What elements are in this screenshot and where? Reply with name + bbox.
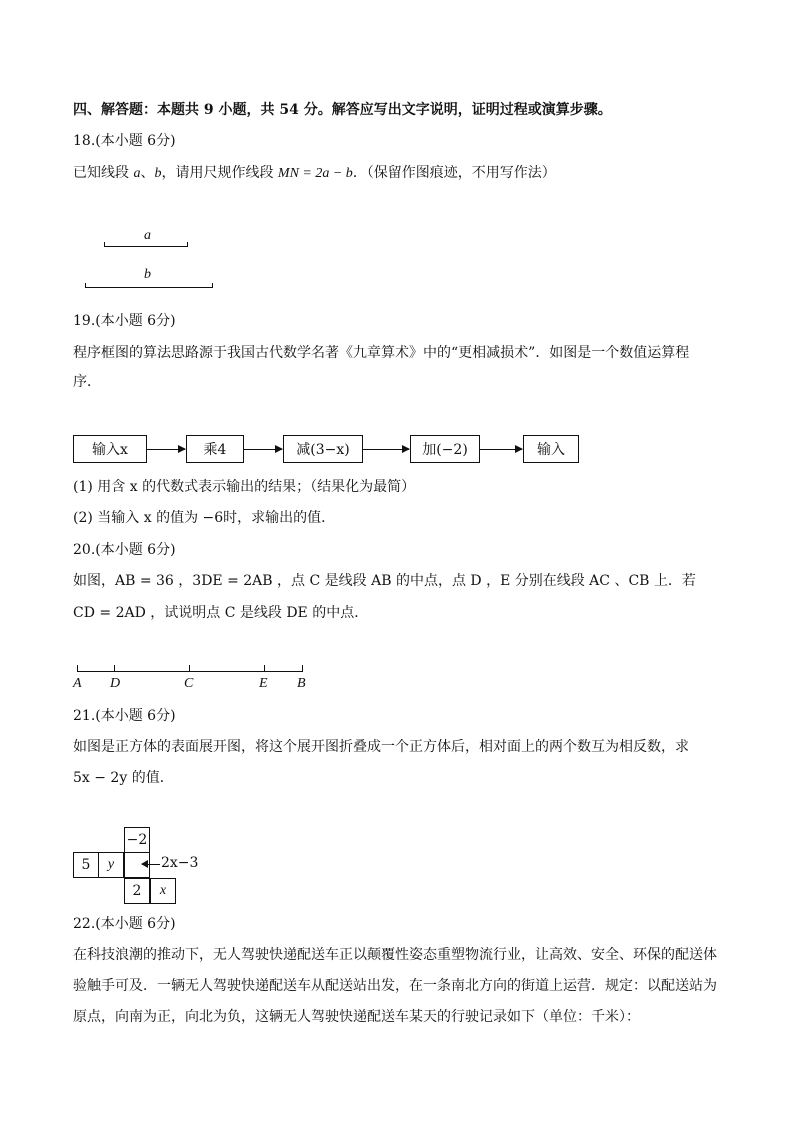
q19-title: 19.(本小题 6分) [73, 313, 176, 329]
flow-arrow-1 [147, 449, 185, 450]
q20-line2: CD = 2AD ，试说明点 C 是线段 DE 的中点． [73, 605, 369, 621]
cube-face-top: −2 [124, 827, 150, 853]
point-label-c: C [184, 676, 194, 691]
q22-title: 22.(本小题 6分) [73, 916, 176, 932]
segment-b-label: b [144, 267, 151, 282]
tick-e [264, 665, 265, 672]
cube-arrow-label: 2x−3 [161, 855, 199, 871]
q19-sub1: (1) 用含 x 的代数式表示输出的结果；（结果化为最简） [73, 479, 416, 495]
q18-title: 18.(本小题 6分) [73, 133, 176, 149]
flow-box-input: 输入x [73, 435, 147, 463]
cube-face-y: y [98, 852, 124, 878]
cube-face-x: x [150, 878, 176, 904]
flow-box-add: 加(−2) [410, 435, 480, 463]
point-label-d: D [110, 676, 121, 691]
tick-d [114, 665, 115, 672]
flow-arrow-4 [480, 449, 522, 450]
q18-text-post: ．（保留作图痕迹，不用写作法） [352, 165, 556, 181]
cube-face-bottom: 2 [124, 878, 150, 904]
point-label-b: B [297, 676, 306, 691]
q20-line1: 如图，AB = 36 ，3DE = 2AB ，点 C 是线段 AB 的中点，点 D ，E 分别在线段 AC 、CB 上．若 [73, 573, 696, 589]
segment-a [104, 242, 188, 247]
q18-var-a: a [133, 166, 141, 181]
tick-a [77, 665, 78, 672]
section-header: 四、解答题：本题共 9 小题，共 54 分。解答应写出文字说明，证明过程或演算步骤。 [73, 102, 612, 118]
tick-b [302, 665, 303, 672]
q19-sub2: (2) 当输入 x 的值为 −6时，求输出的值． [73, 510, 336, 526]
q22-line1: 在科技浪潮的推动下，无人驾驶快递配送车正以颠覆性姿态重塑物流行业，让高效、安全、环保的配送体 [73, 947, 717, 963]
point-label-a: A [73, 676, 82, 691]
flow-arrow-3 [363, 449, 409, 450]
q21-line1: 如图是正方体的表面展开图，将这个展开图折叠成一个正方体后，相对面上的两个数互为相反数，求 [73, 739, 689, 755]
cube-face-left: 5 [73, 852, 99, 878]
q19-line1: 程序框图的算法思路源于我国古代数学名著《九章算术》中的“更相减损术”．如图是一个数值运算程 [73, 345, 690, 361]
q22-line3: 原点，向南为正，向北为负，这辆无人驾驶快递配送车某天的行驶记录如下（单位：千米）： [73, 1009, 640, 1025]
flow-box-multiply: 乘4 [186, 435, 244, 463]
segment-b [85, 283, 213, 288]
segment-a-label: a [144, 228, 151, 243]
flow-box-output: 输入 [523, 435, 579, 463]
q18-var-b: b [154, 166, 162, 181]
number-line [77, 671, 303, 672]
q21-line2: 5x − 2y 的值． [73, 770, 174, 786]
q18-statement [73, 163, 556, 184]
tick-c [189, 665, 190, 672]
q22-line2: 验触手可及．一辆无人驾驶快递配送车从配送站出发，在一条南北方向的街道上运营．规定：以配送站为 [73, 978, 717, 994]
q18-text-mid: ，请用尺规作线段 [161, 165, 278, 181]
cube-pointer-arrow [142, 864, 160, 865]
q20-title: 20.(本小题 6分) [73, 542, 176, 558]
q18-text-pre: 已知线段 [73, 165, 134, 181]
q19-line2: 序． [73, 374, 101, 390]
q21-title: 21.(本小题 6分) [73, 708, 176, 724]
flow-arrow-2 [244, 449, 282, 450]
q18-sep: 、 [140, 165, 155, 181]
flow-box-subtract: 减(3−x) [283, 435, 363, 463]
point-label-e: E [259, 676, 268, 691]
q18-formula: MN = 2a − b [277, 166, 353, 181]
